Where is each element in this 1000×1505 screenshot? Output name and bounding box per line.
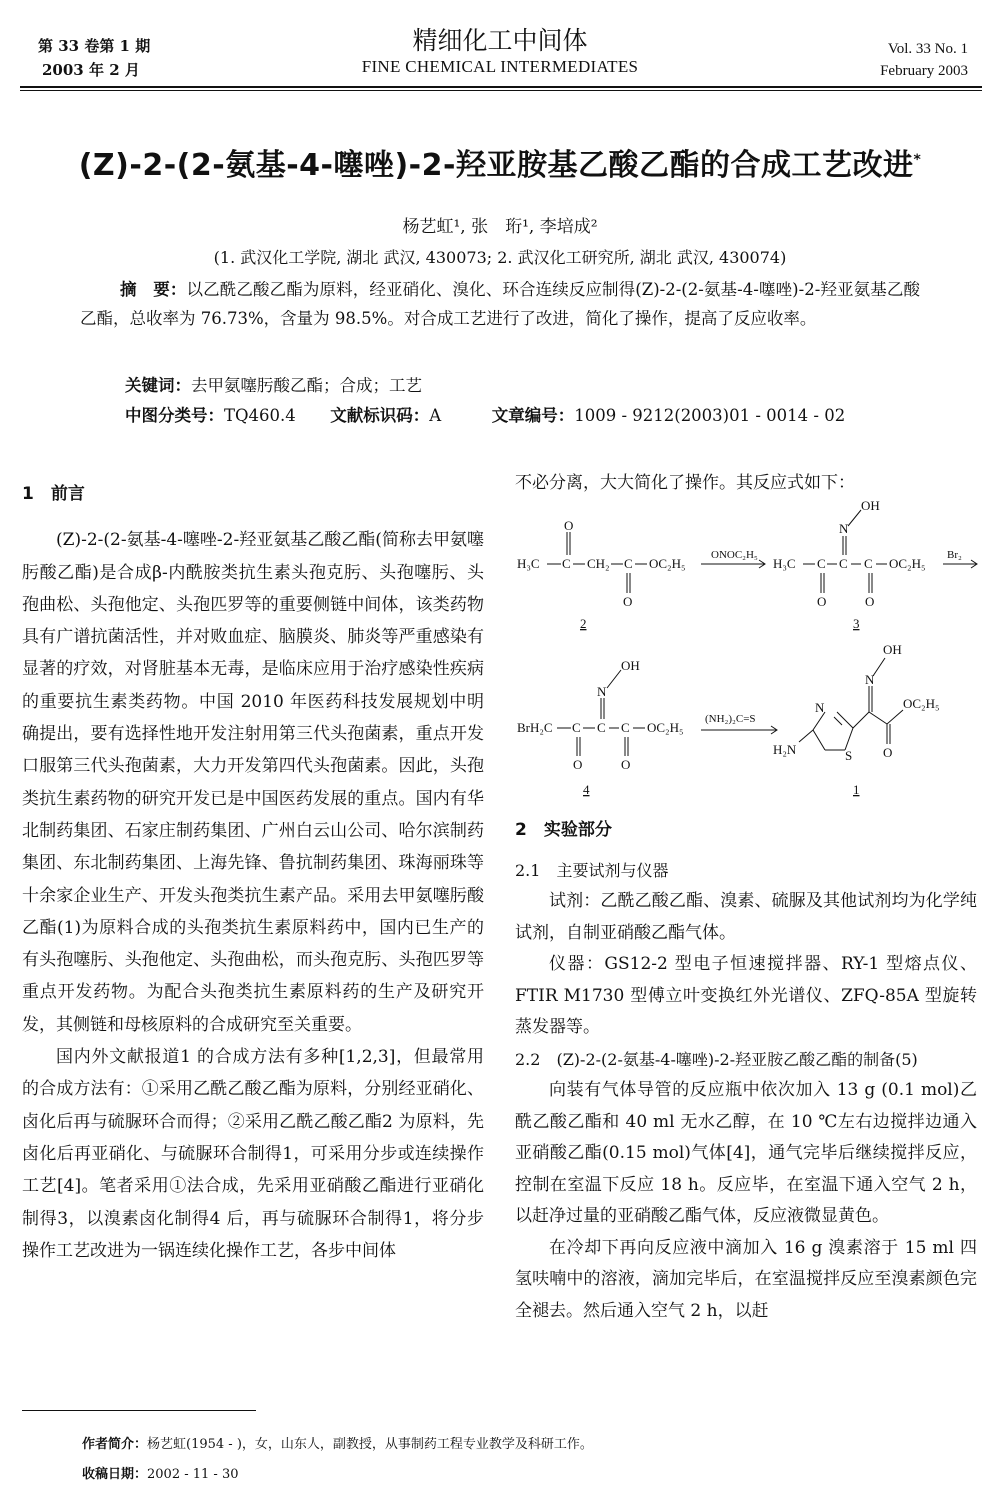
reagent-ethyl-nitrite: ONOC₂H₅ <box>711 549 758 561</box>
atom-c: C <box>597 720 606 735</box>
abstract-text: 以乙酰乙酸乙酯为原料，经亚硝化、溴化、环合连续反应制得(Z)-2-(2-氨基-4-噻唑)-2-羟亚氨基乙酸乙酯，总收率为 76.73%，含量为 98.5%。对合成工艺进行了改进，简化了操作，提高了反应收率。 <box>80 280 921 328</box>
atom-s: S <box>845 748 853 763</box>
affiliations: (1. 武汉化工学院, 湖北 武汉, 430073; 2. 武汉化工研究所, 湖北 武汉, 430074) <box>213 248 787 267</box>
issue-date: 2003 年 2 月 <box>42 61 140 79</box>
compound-1-number: 1 <box>853 782 860 797</box>
clc-code: TQ460.4 <box>224 406 296 425</box>
keywords-label: 关键词： <box>125 376 191 395</box>
oc2h5-label: OC₂H₅ <box>903 696 940 711</box>
atom-ch2: CH₂ <box>587 556 610 571</box>
atom-c: C <box>572 720 581 735</box>
atom-o: O <box>623 594 633 609</box>
right-column-top <box>515 468 977 500</box>
journal-name <box>300 26 700 78</box>
section-2-heading: 2 实验部分 <box>515 820 612 840</box>
atom-n: N <box>839 521 849 536</box>
authors: 杨艺虹¹, 张 珩¹, 李培成² <box>402 217 598 237</box>
atom-c: C <box>864 556 873 571</box>
atom-o: O <box>883 745 893 760</box>
author-bio <box>82 1430 982 1460</box>
atom-o: O <box>573 757 583 772</box>
atom-n: N <box>597 684 607 699</box>
compound-2-number: 2 <box>580 616 587 631</box>
abstract <box>80 275 920 333</box>
author-bio-label: 作者简介： <box>82 1437 148 1452</box>
article-number-label: 文章编号： <box>491 406 575 425</box>
classification-line <box>125 402 925 430</box>
intro-continuation: 不必分离，大大简化了操作。其反应式如下： <box>515 473 855 493</box>
oc2h5-label: OC₂H₅ <box>647 720 684 735</box>
compound-4-number: 4 <box>583 782 590 797</box>
atom-c: C <box>621 720 630 735</box>
h2n-label: H₂N <box>773 742 797 757</box>
atom-c: C <box>624 556 633 571</box>
author-bio-text: 杨艺虹(1954 - )，女，山东人，副教授，从事制药工程专业教学及科研工作。 <box>147 1437 593 1452</box>
atom-n: N <box>865 672 875 687</box>
atom-c: C <box>562 556 571 571</box>
atom-o: O <box>865 594 875 609</box>
brh2c-label: BrH₂C <box>517 720 553 735</box>
h3c-label: H₃C <box>517 556 540 571</box>
intro-paragraph-2: 国内外文献报道1 的合成方法有多种[1,2,3]，但最常用的合成方法有：①采用乙酰乙酸乙酯为原料，分别经亚硝化、卤化后再与硫脲环合而得；②采用乙酰乙酸乙酯2 为原料，先卤化后再亚硝化、与硫脲环合制得1，可采用分步或连续操作工艺[4]。笔者采用①法合成，先采用亚硝酸乙酯进行亚硝化制得3，以溴素卤化制得4 后，再与硫脲环合制得1，将分步操作工艺改进为一锅连续化操作工艺，各步中间体 <box>22 1047 484 1261</box>
intro-paragraph-1: (Z)-2-(2-氨基-4-噻唑-2-羟亚氨基乙酸乙酯(简称去甲氨噻肟酸乙酯)是合成β-内酰胺类抗生素头孢克肟、头孢噻肟、头孢曲松、头孢他定、头孢匹罗等的重要侧链中间体，该类药物具有广谱抗菌活性，并对败血症、脑膜炎、肺炎等严重感染有显著的疗效，对肾脏基本无毒，是临床应用于治疗感染性疾病的重要抗生素类药物。中国 2010 年医药科技发展规划中明确提出，要有选择性地开发注射用第三代头孢菌素，重点开发口服第三代头孢菌素，大力开发第四代头孢菌素。因此，头孢类抗生素药物的研究开发已是中国医药发展的重点。国内有华北制药集团、石家庄制药集团、广州白云山公司、哈尔滨制药集团、东北制药集团、上海先锋、鲁抗制药集团、珠海丽珠等十余家企业生产、开发头孢类抗生素产品。采用去甲氨噻肟酸乙酯(1)为原料合成的头孢类抗生素原料药中，国内已生产的有头孢噻肟、头孢他定、头孢曲松，而头孢克肟、头孢匹罗等重点开发药物。为配合头孢类抗生素原料药的生产及研究开发，其侧链和母核原料的合成研究至关重要。 <box>22 530 484 1035</box>
instruments-paragraph: 仪器：GS12-2 型电子恒速搅拌器、RY-1 型熔点仪、FTIR M1730 型傅立叶变换红外光谱仪、ZFQ-85A 型旋转蒸发器等。 <box>515 954 977 1037</box>
volume-issue-en: Vol. 33 No. 1 <box>887 41 968 57</box>
oc2h5-label: OC₂H₅ <box>649 556 686 571</box>
h3c-label: H₃C <box>773 556 796 571</box>
journal-name-cn: 精细化工中间体 <box>412 26 588 55</box>
section-1-heading: 1 前言 <box>22 484 85 504</box>
right-column-body <box>515 815 977 1327</box>
journal-issue-info-en <box>880 38 968 82</box>
received-date <box>82 1460 982 1490</box>
reagent-bromine: Br₂ <box>947 549 962 561</box>
procedure-paragraph-1: 向装有气体导管的反应瓶中依次加入 13 g (0.1 mol)乙酰乙酸乙酯和 40 ml 无水乙醇，在 10 ℃左右边搅拌边通入亚硝酸乙酯(0.15 mol)气体[4]，通气完毕后继续搅拌反应，控制在室温下反应 18 h。反应毕，在室温下通入空气 2 h，以赶净过量的亚硝酸乙酯气体，反应液微显黄色。 <box>515 1080 977 1226</box>
atom-n: N <box>815 700 825 715</box>
received-date-text: 2002 - 11 - 30 <box>147 1467 239 1482</box>
title-text: (Z)-2-(2-氨基-4-噻唑)-2-羟亚胺基乙酸乙酯的合成工艺改进 <box>78 148 914 183</box>
reaction-scheme <box>515 498 985 808</box>
oh-label: OH <box>883 642 902 657</box>
clc-label: 中图分类号： <box>125 406 224 425</box>
left-column <box>22 478 484 1267</box>
article-number: 1009 - 9212(2003)01 - 0014 - 02 <box>574 406 846 425</box>
atom-o: O <box>564 518 574 533</box>
oh-label: OH <box>861 498 880 513</box>
compound-3-number: 3 <box>853 616 860 631</box>
oc2h5-label: OC₂H₅ <box>889 556 926 571</box>
title-footnote-mark: * <box>913 152 922 168</box>
oh-label: OH <box>621 658 640 673</box>
received-date-label: 收稿日期： <box>82 1467 148 1482</box>
atom-c: C <box>817 556 826 571</box>
atom-o: O <box>817 594 827 609</box>
volume-issue: 第 33 卷第 1 期 <box>38 37 151 55</box>
reagent-thiourea: (NH₂)₂C=S <box>705 713 756 725</box>
reagents-paragraph: 试剂：乙酰乙酸乙酯、溴素、硫脲及其他试剂均为化学纯试剂，自制亚硝酸乙酯气体。 <box>515 891 977 943</box>
doc-code-label: 文献标识码： <box>330 406 430 425</box>
section-2-2-heading: 2.2 (Z)-2-(2-氨基-4-噻唑)-2-羟亚胺乙酸乙酯的制备(5) <box>515 1049 918 1069</box>
keywords-text: 去甲氨噻肟酸乙酯；合成；工艺 <box>191 376 422 395</box>
footnote-rule <box>22 1410 256 1411</box>
atom-c: C <box>839 556 848 571</box>
header-rule <box>20 86 982 88</box>
atom-o: O <box>621 757 631 772</box>
keywords <box>125 372 925 400</box>
footnotes <box>82 1430 982 1490</box>
section-2-1-heading: 2.1 主要试剂与仪器 <box>515 860 669 880</box>
abstract-label: 摘 要： <box>120 280 187 299</box>
issue-date-en: February 2003 <box>880 63 968 79</box>
procedure-paragraph-2: 在冷却下再向反应液中滴加入 16 g 溴素溶于 15 ml 四氢呋喃中的溶液，滴加完毕后，在室温搅拌反应至溴素颜色完全褪去。然后通入空气 2 h，以赶 <box>515 1237 977 1321</box>
journal-name-en: FINE CHEMICAL INTERMEDIATES <box>361 57 639 76</box>
article-title <box>20 140 980 186</box>
header-rule-thin <box>20 90 982 91</box>
doc-code: A <box>429 406 442 425</box>
journal-issue-info <box>38 34 150 82</box>
